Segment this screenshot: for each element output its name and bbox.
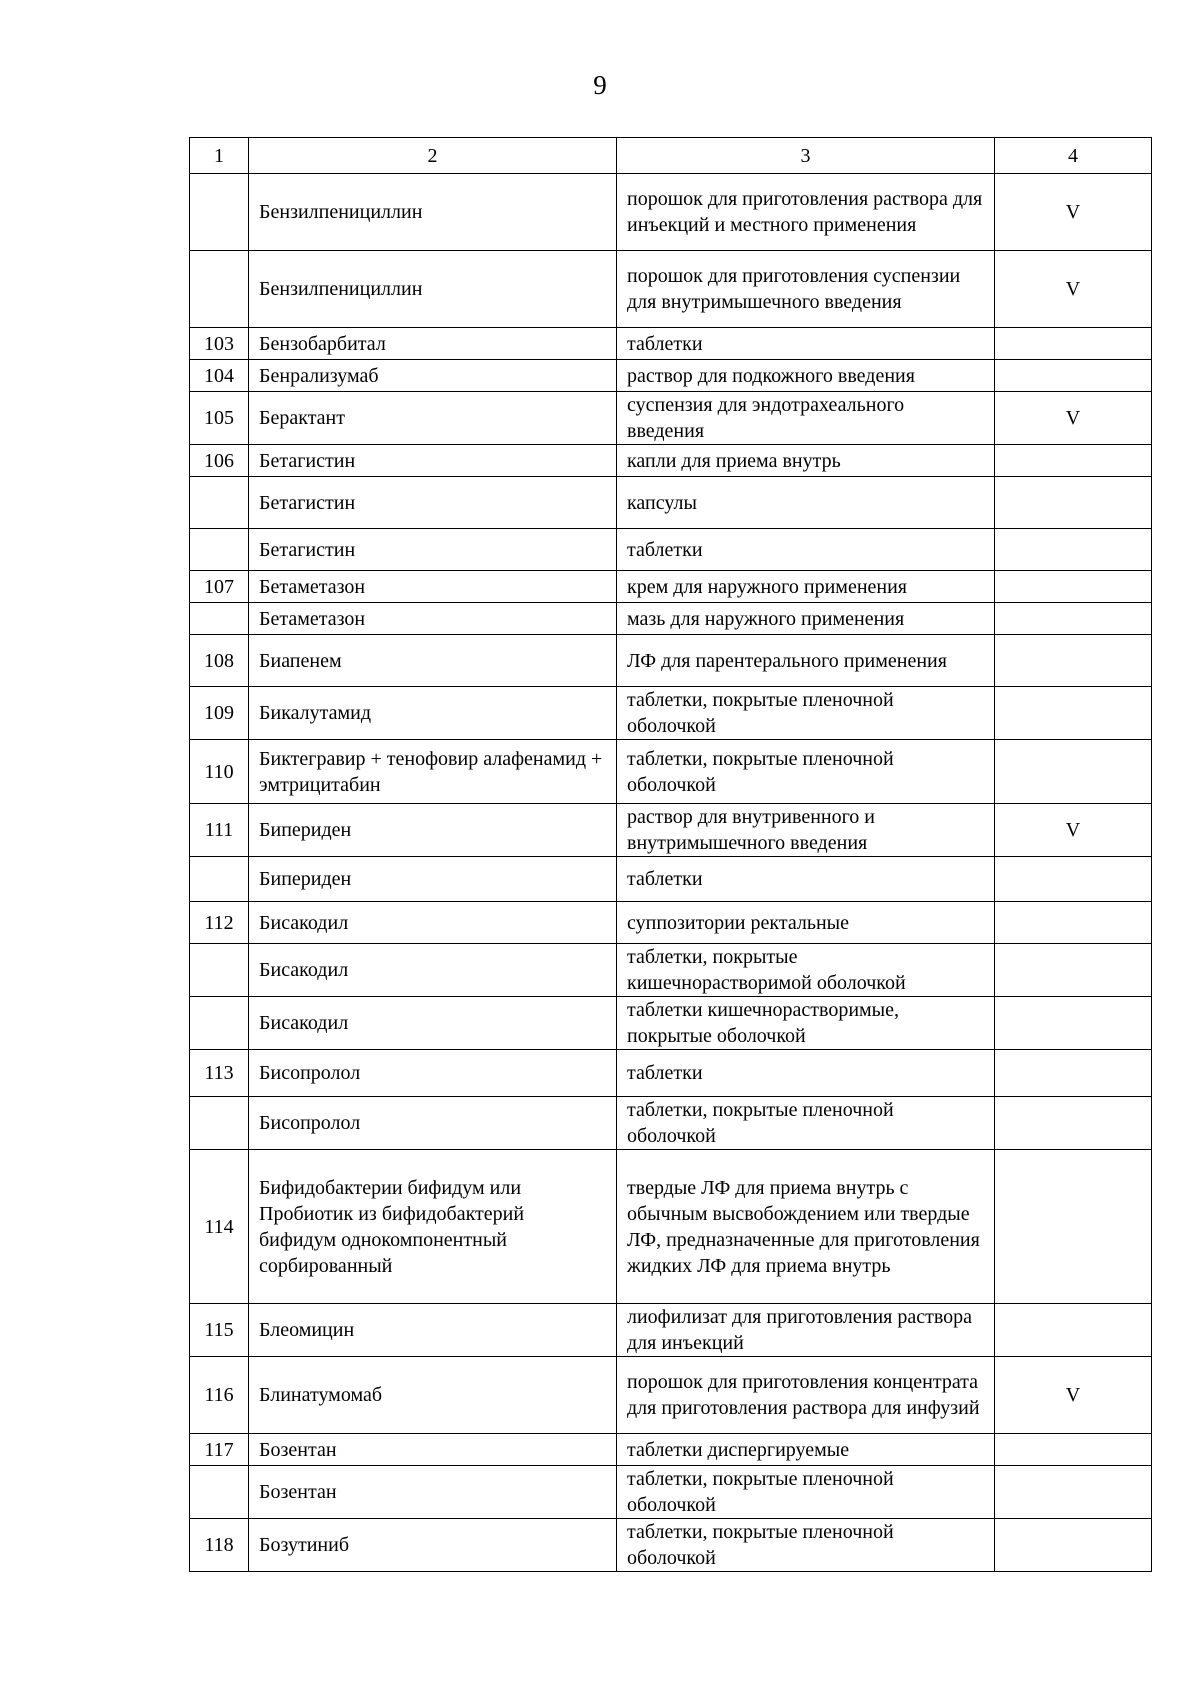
row-number: 113 xyxy=(190,1050,249,1097)
vital-mark xyxy=(995,1097,1152,1150)
vital-mark: V xyxy=(995,174,1152,251)
row-number: 103 xyxy=(190,328,249,360)
medication-table xyxy=(189,137,1152,1572)
table-row xyxy=(190,857,1152,902)
drug-name: Берактант xyxy=(249,392,617,445)
row-number xyxy=(190,477,249,529)
drug-name: Бензобарбитал xyxy=(249,328,617,360)
row-number: 115 xyxy=(190,1304,249,1357)
row-number: 117 xyxy=(190,1434,249,1466)
dosage-form: таблетки, покрытые пленочной оболочкой xyxy=(617,1519,995,1572)
table-row xyxy=(190,360,1152,392)
table-row xyxy=(190,1519,1152,1572)
dosage-form: раствор для внутривенного и внутримышечного введения xyxy=(617,804,995,857)
drug-name: Бипериден xyxy=(249,857,617,902)
row-number: 106 xyxy=(190,445,249,477)
drug-name: Бенрализумаб xyxy=(249,360,617,392)
drug-name: Бикалутамид xyxy=(249,687,617,740)
row-number xyxy=(190,1466,249,1519)
table-row xyxy=(190,571,1152,603)
row-number: 110 xyxy=(190,740,249,804)
dosage-form: суспензия для эндотрахеального введения xyxy=(617,392,995,445)
dosage-form: таблетки, покрытые пленочной оболочкой xyxy=(617,1466,995,1519)
dosage-form: порошок для приготовления концентрата для приготовления раствора для инфузий xyxy=(617,1357,995,1434)
drug-name: Бозутиниб xyxy=(249,1519,617,1572)
table-row xyxy=(190,445,1152,477)
table-row xyxy=(190,1466,1152,1519)
vital-mark xyxy=(995,1466,1152,1519)
dosage-form: раствор для подкожного введения xyxy=(617,360,995,392)
drug-name: Бензилпенициллин xyxy=(249,251,617,328)
vital-mark xyxy=(995,571,1152,603)
dosage-form: таблетки, покрытые пленочной оболочкой xyxy=(617,687,995,740)
table-row xyxy=(190,328,1152,360)
dosage-form: твердые ЛФ для приема внутрь с обычным высвобождением или твердые ЛФ, предназначенные для приготовления жидких ЛФ для приема внутрь xyxy=(617,1150,995,1304)
column-header-1: 1 xyxy=(190,138,249,174)
drug-name: Бетаметазон xyxy=(249,571,617,603)
drug-name: Бисопролол xyxy=(249,1050,617,1097)
drug-name: Бензилпенициллин xyxy=(249,174,617,251)
row-number xyxy=(190,944,249,997)
table-row xyxy=(190,804,1152,857)
dosage-form: ЛФ для парентерального применения xyxy=(617,635,995,687)
drug-name: Бисакодил xyxy=(249,997,617,1050)
table-row xyxy=(190,529,1152,571)
drug-name: Бисакодил xyxy=(249,944,617,997)
drug-name: Биктегравир + тенофовир алафенамид + эмтрицитабин xyxy=(249,740,617,804)
dosage-form: лиофилизат для приготовления раствора для инъекций xyxy=(617,1304,995,1357)
vital-mark xyxy=(995,1050,1152,1097)
row-number: 112 xyxy=(190,902,249,944)
table-row xyxy=(190,997,1152,1050)
dosage-form: таблетки диспергируемые xyxy=(617,1434,995,1466)
dosage-form: капли для приема внутрь xyxy=(617,445,995,477)
row-number: 114 xyxy=(190,1150,249,1304)
vital-mark xyxy=(995,857,1152,902)
drug-name: Бетагистин xyxy=(249,445,617,477)
drug-name: Бетагистин xyxy=(249,477,617,529)
row-number xyxy=(190,1097,249,1150)
table-row xyxy=(190,635,1152,687)
table-row xyxy=(190,392,1152,445)
table-row xyxy=(190,687,1152,740)
vital-mark: V xyxy=(995,1357,1152,1434)
dosage-form: таблетки, покрытые пленочной оболочкой xyxy=(617,740,995,804)
vital-mark xyxy=(995,1519,1152,1572)
vital-mark xyxy=(995,477,1152,529)
table-row xyxy=(190,174,1152,251)
vital-mark xyxy=(995,1304,1152,1357)
table-row xyxy=(190,1150,1152,1304)
row-number: 107 xyxy=(190,571,249,603)
vital-mark xyxy=(995,445,1152,477)
table-row xyxy=(190,1097,1152,1150)
dosage-form: таблетки xyxy=(617,857,995,902)
row-number: 118 xyxy=(190,1519,249,1572)
table-row xyxy=(190,1357,1152,1434)
drug-name: Бозентан xyxy=(249,1466,617,1519)
vital-mark xyxy=(995,1150,1152,1304)
row-number: 116 xyxy=(190,1357,249,1434)
vital-mark xyxy=(995,635,1152,687)
row-number: 104 xyxy=(190,360,249,392)
table-row xyxy=(190,1434,1152,1466)
table-row xyxy=(190,603,1152,635)
column-header-4: 4 xyxy=(995,138,1152,174)
dosage-form: крем для наружного применения xyxy=(617,571,995,603)
drug-name: Бетагистин xyxy=(249,529,617,571)
vital-mark xyxy=(995,529,1152,571)
vital-mark: V xyxy=(995,804,1152,857)
table-row xyxy=(190,1304,1152,1357)
drug-name: Бетаметазон xyxy=(249,603,617,635)
row-number: 105 xyxy=(190,392,249,445)
vital-mark: V xyxy=(995,251,1152,328)
drug-name: Блинатумомаб xyxy=(249,1357,617,1434)
page-number: 9 xyxy=(593,70,607,100)
dosage-form: таблетки xyxy=(617,529,995,571)
row-number xyxy=(190,251,249,328)
vital-mark xyxy=(995,902,1152,944)
vital-mark xyxy=(995,328,1152,360)
dosage-form: порошок для приготовления раствора для инъекций и местного применения xyxy=(617,174,995,251)
table-row xyxy=(190,477,1152,529)
vital-mark xyxy=(995,740,1152,804)
drug-name: Бозентан xyxy=(249,1434,617,1466)
row-number xyxy=(190,529,249,571)
row-number xyxy=(190,603,249,635)
vital-mark xyxy=(995,360,1152,392)
drug-name: Биапенем xyxy=(249,635,617,687)
row-number xyxy=(190,857,249,902)
dosage-form: таблетки кишечнорастворимые, покрытые оболочкой xyxy=(617,997,995,1050)
vital-mark: V xyxy=(995,392,1152,445)
dosage-form: порошок для приготовления суспензии для внутримышечного введения xyxy=(617,251,995,328)
table-row xyxy=(190,944,1152,997)
table-row xyxy=(190,1050,1152,1097)
drug-name: Бипериден xyxy=(249,804,617,857)
dosage-form: таблетки, покрытые пленочной оболочкой xyxy=(617,1097,995,1150)
table-row xyxy=(190,902,1152,944)
table-header-row xyxy=(190,138,1152,174)
vital-mark xyxy=(995,944,1152,997)
drug-name: Бифидобактерии бифидум или Пробиотик из бифидобактерий бифидум однокомпонентный сорбированный xyxy=(249,1150,617,1304)
drug-name: Бисопролол xyxy=(249,1097,617,1150)
dosage-form: таблетки, покрытые кишечнорастворимой оболочкой xyxy=(617,944,995,997)
row-number xyxy=(190,174,249,251)
table-row xyxy=(190,740,1152,804)
column-header-3: 3 xyxy=(617,138,995,174)
vital-mark xyxy=(995,997,1152,1050)
drug-name: Бисакодил xyxy=(249,902,617,944)
row-number: 108 xyxy=(190,635,249,687)
row-number xyxy=(190,997,249,1050)
dosage-form: таблетки xyxy=(617,328,995,360)
column-header-2: 2 xyxy=(249,138,617,174)
dosage-form: капсулы xyxy=(617,477,995,529)
dosage-form: таблетки xyxy=(617,1050,995,1097)
vital-mark xyxy=(995,687,1152,740)
table-row xyxy=(190,251,1152,328)
row-number: 111 xyxy=(190,804,249,857)
dosage-form: мазь для наружного применения xyxy=(617,603,995,635)
row-number: 109 xyxy=(190,687,249,740)
vital-mark xyxy=(995,603,1152,635)
dosage-form: суппозитории ректальные xyxy=(617,902,995,944)
vital-mark xyxy=(995,1434,1152,1466)
drug-name: Блеомицин xyxy=(249,1304,617,1357)
